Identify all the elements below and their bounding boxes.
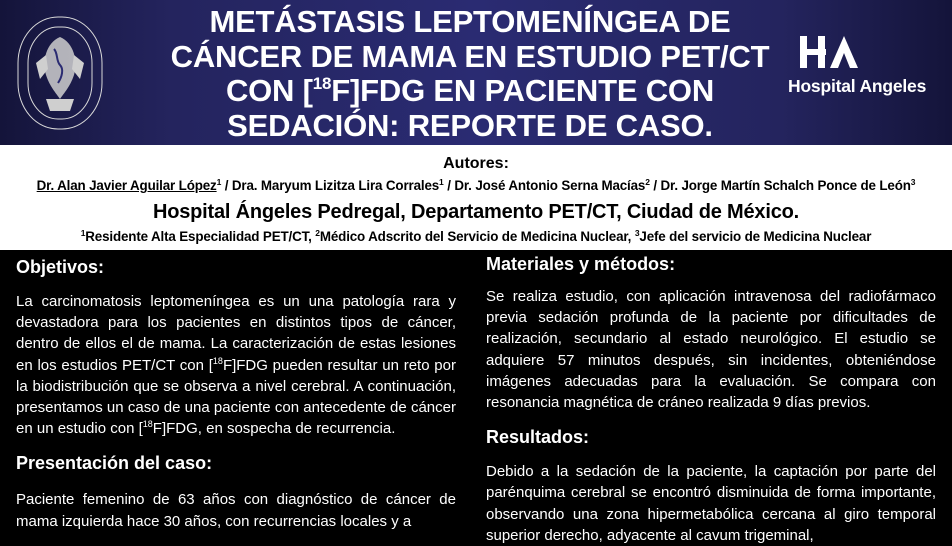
objetivos-heading: Objetivos: <box>16 257 105 277</box>
materiales-text: Se realiza estudio, con aplicación intravenosa del radiofármaco previa sedación profunda de la paciente por dificultades de realización, secundario al estado neurológico. El estudio se adquiere 57 minutos después, sin incidentes, obteniéndose imágenes adecuadas para la evaluación. Se compara con resonancia magnética de cráneo realizada 9 días previos. <box>486 288 936 412</box>
resultados-heading: Resultados: <box>486 427 590 448</box>
presentacion-text: Paciente femenino de 63 años con diagnóstico de cáncer de mama izquierda hace 30 años, con recurrencias locales y a <box>16 491 456 530</box>
title-line-2: CÁNCER DE MAMA EN ESTUDIO PET/CT <box>170 38 770 74</box>
hospital-logo-text: Hospital Angeles <box>788 76 927 96</box>
unam-seal-logo <box>6 3 114 142</box>
title-line-1: METÁSTASIS LEPTOMENÍNGEA DE <box>209 4 731 39</box>
authors-block <box>0 145 952 250</box>
title-line-4: SEDACIÓN: REPORTE DE CASO. <box>227 107 713 143</box>
poster-title <box>120 5 820 143</box>
first-author: Dr. Alan Javier Aguilar López <box>36 178 217 193</box>
authors-label: Autores: <box>443 155 509 172</box>
left-column <box>16 256 456 532</box>
hospital-angeles-logo-icon <box>798 34 860 70</box>
presentacion-heading: Presentación del caso: <box>16 453 213 474</box>
resultados-text: Debido a la sedación de la paciente, la captación por parte del parénquima cerebral se encontró disminuida de forma importante, observando una zona hipermetabólica cercana al giro temporal superior derecho, adyacente al cavum trigeminal, <box>486 463 936 544</box>
institution: Hospital Ángeles Pedregal, Departamento PET/CT, Ciudad de México. <box>152 201 800 223</box>
materiales-heading: Materiales y métodos: <box>486 254 676 274</box>
title-line-3: CON [$^{18}$F]FDG EN PACIENTE CON <box>225 73 715 108</box>
objetivos-text: La carcinomatosis leptomeníngea es un una patología rara y devastadora para los pacientes en distintos tipos de cáncer, dentro de ellos el de mama. La caracterización de estas lesiones en los estudios PET/CT con [$^{18}$F]FDG pueden resultar un reto por la biodistribución que se observa a nivel cerebral. A continuación, presentamos un caso de una paciente con antecedente de cáncer en un estudio con [$^{18}$F]FDG, en sospecha de recurrencia. <box>16 293 456 438</box>
author-list: Dr. Alan Javier Aguilar López$^1$ / Dra. Maryum Lizitza Lira Corrales$^1$ / Dr. José Antonio Serna Macías$^2$ / Dr. Jorge Martín Schalch Ponce de León$^3$ <box>36 177 916 193</box>
right-column <box>486 253 936 546</box>
poster-header <box>0 0 952 145</box>
affiliations: $^1$Residente Alta Especialidad PET/CT, $^2$Médico Adscrito del Servicio de Medicina Nuclear, $^3$Jefe del servicio de Medicina Nuclear <box>80 228 872 244</box>
